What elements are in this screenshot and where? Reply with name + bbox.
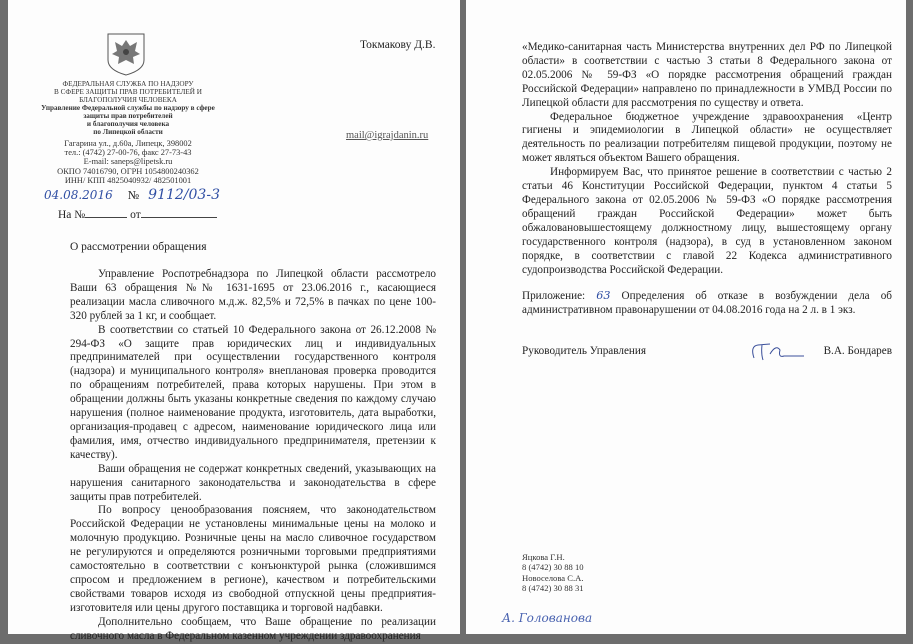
executor-contacts xyxy=(522,552,584,594)
recipient-name: Токмакову Д.В. xyxy=(360,39,436,51)
recipient-email[interactable]: mail@igrajdanin.ru xyxy=(346,130,429,141)
signer-title: Руководитель Управления xyxy=(522,345,647,358)
paragraph: Управление Роспотребнадзора по Липецкой области рассмотрело Ваши 63 обращения №№ 1631-1695 от 23.06.2016 г., касающиеся реализации масла сливочного м.д.ж. 82,5% и 72,5% в пачках по цене 100-320 рублей за 1 кг, и сообщает. xyxy=(70,268,436,322)
dept-name-line: защиты прав потребителей xyxy=(83,112,173,120)
paragraph: В соответствии со статьей 10 Федерального закона от 26.12.2008 № 294-ФЗ «О защите прав юридических лиц и индивидуальных предпринимателей при осуществлении государственного контроля (надзора) и муниципального контроля» внеплановая проверка проводится по обращениям потребителей, права которых нарушены. При этом в обращении должны быть указаны конкретные сведения по каждому случаю нарушения (полное наименование продукта, изготовитель, дата выработки, организация-продавец с адресом, наименование юридического лица или фамилия, имя, отчество индивидуального предпринимателя, претензии к качеству). xyxy=(70,323,436,461)
paragraph: Дополнительно сообщаем, что Ваше обращение по реализации сливочного масла в Федеральном казенном учреждении здравоохранения xyxy=(70,615,436,642)
org-contacts xyxy=(28,139,228,185)
signer-name: В.А. Бондарев xyxy=(823,345,892,358)
letter-page-2 xyxy=(466,0,906,634)
letter-body-2 xyxy=(522,41,892,364)
letter-body-1 xyxy=(70,268,436,643)
attachment xyxy=(522,289,892,318)
contact-line: Новоселова С.А. xyxy=(522,572,584,583)
org-okpo: ОКПО 74016790, ОГРН 1054800240362 xyxy=(57,166,199,176)
contact-line: 8 (4742) 30 88 31 xyxy=(522,583,584,594)
paragraph: Информируем Вас, что принятое решение в соответствии с частью 2 статьи 46 Конституции Российской Федерации, пунктом 4 статьи 5 Федерального закона от 02.05.2006 № 59-ФЗ «О порядке рассмотрения обращений граждан Российской Федерации» может быть обжаловановышестоящему должностному лицу, вышестоящему органу государственного контроля (надзора), в суд в установленном законом порядке, в соответствии с главой 22 Кодекса административного судопроизводства Российской Федерации. xyxy=(522,166,892,276)
dept-name-line: и благополучия человека xyxy=(86,120,170,128)
paragraph: «Медико-санитарная часть Министерства внутренних дел РФ по Липецкой области» в соответствии с частью 3 статьи 8 Федерального закона от 02.05.2006 № 59-ФЗ «О порядке рассмотрения обращений граждан Российской Федерации» направлено по принадлежности в УМВД России по Липецкой области для рассмотрения по существу и ответа. xyxy=(522,41,892,109)
paragraph: По вопросу ценообразования поясняем, что законодательством Российской Федерации не установлены минимальные цены на молоко и молочную продукцию. Розничные цены на масло сливочное государством не регулируются и определяются розничными торговыми предприятиями самостоятельно в соответствии с конъюнктурой рынка (сложившимся спросом и предложением в регионе), качеством и потребительскими свойствами товаров исходя из свободной отпускной цены предприятия-изготовителя или цены другого поставщика и торговой надбавки. xyxy=(70,504,436,614)
letter-subject: О рассмотрении обращения xyxy=(70,241,207,253)
org-name-line: В СФЕРЕ ЗАЩИТЫ ПРАВ ПОТРЕБИТЕЛЕЙ И xyxy=(54,88,202,96)
reg-no-label: № xyxy=(127,188,140,202)
signature-block xyxy=(522,340,892,364)
reply-to-line xyxy=(58,209,217,221)
org-inn: ИНН/ КПП 4825040932/ 482501001 xyxy=(64,175,192,185)
org-email: E-mail: saneps@lipetsk.ru xyxy=(83,157,173,167)
org-address: Гагарина ул., д.60а, Липецк, 398002 xyxy=(64,139,192,148)
org-name-line: ФЕДЕРАЛЬНАЯ СЛУЖБА ПО НАДЗОРУ xyxy=(62,80,194,88)
reg-date: 04.08.2016 xyxy=(44,188,113,202)
org-name-line: БЛАГОПОЛУЧИЯ ЧЕЛОВЕКА xyxy=(79,96,177,104)
paragraph: Федеральное бюджетное учреждение здравоохранения «Центр гигиены и эпидемиологии в Липецкой области» не осуществляет деятельность по реализации потребителям пищевой продукции, поэтому не может являться объектом Вашего обращения. xyxy=(522,110,892,165)
handwritten-note: А. Голованова xyxy=(502,611,593,625)
dept-name-line: по Липецкой области xyxy=(93,128,163,136)
org-phone: тел.: (4742) 27-00-76, факс 27-73-43 xyxy=(64,148,192,158)
signature-icon xyxy=(748,340,808,364)
attachment-count: 63 xyxy=(596,289,611,303)
contact-line: 8 (4742) 30 88 10 xyxy=(522,562,584,573)
attachment-label: Приложение: xyxy=(522,290,586,303)
reply-from-label: от xyxy=(130,209,141,221)
reg-no: 9112/03-3 xyxy=(148,187,220,203)
contact-line: Яцкова Г.Н. xyxy=(522,552,565,562)
coat-of-arms-icon xyxy=(104,30,148,76)
letter-page-1 xyxy=(8,0,460,642)
registration-line xyxy=(44,187,220,203)
dept-name-line: Управление Федеральной службы по надзору в сфере xyxy=(41,104,215,112)
reply-to-label: На № xyxy=(58,209,86,221)
org-header xyxy=(28,80,228,136)
attachment-text: Определения об отказе в возбуждении дела об административном правонарушении от 04.08.2016 года на 2 л. в 1 экз. xyxy=(522,290,892,317)
paragraph: Ваши обращения не содержат конкретных сведений, указывающих на нарушения санитарного законодательства и законодательства в сфере защиты прав потребителей. xyxy=(70,462,436,503)
